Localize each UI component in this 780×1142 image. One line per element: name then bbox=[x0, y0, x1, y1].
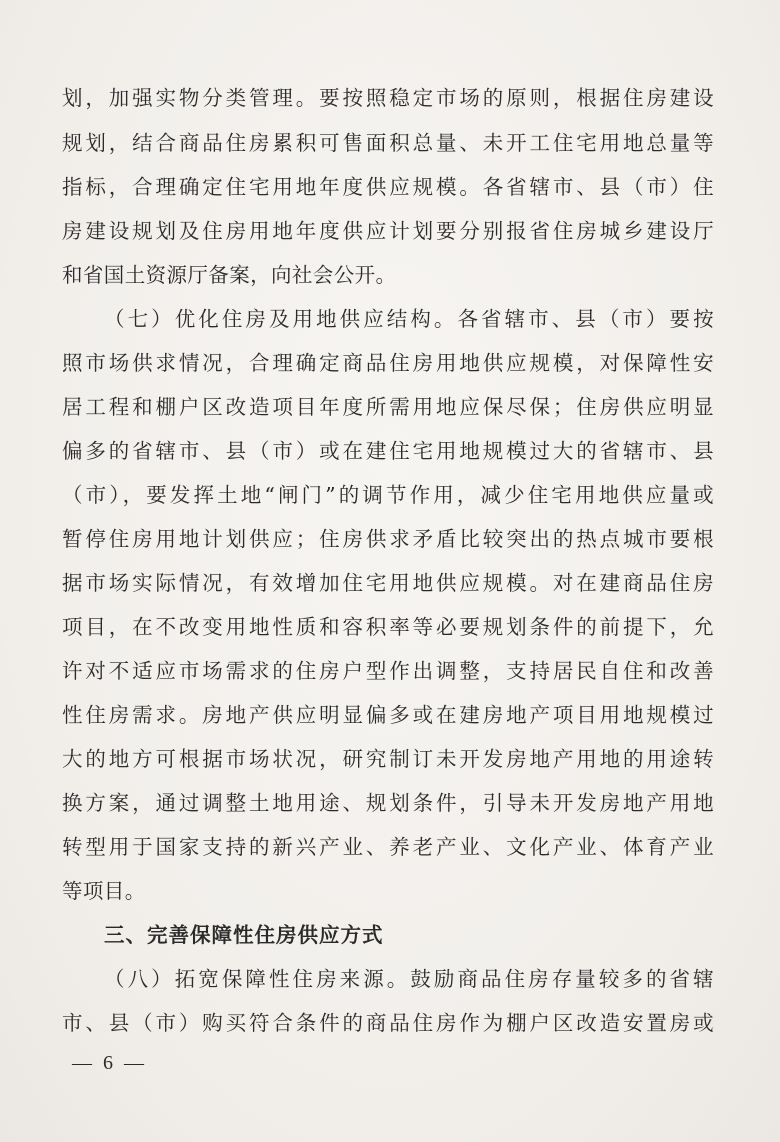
body-text-line: 项目，在不改变用地性质和容积率等必要规划条件的前提下，允 bbox=[62, 615, 714, 639]
body-text-line: 转型用于国家支持的新兴产业、养老产业、文化产业、体育产业 bbox=[62, 835, 714, 859]
body-text-line: 和省国土资源厅备案，向社会公开。 bbox=[62, 263, 397, 287]
body-text-line: 许对不适应市场需求的住房户型作出调整，支持居民自住和改善 bbox=[62, 659, 714, 683]
body-text-line: 等项目。 bbox=[62, 879, 146, 903]
body-text-line: 房建设规划及住房用地年度供应计划要分别报省住房城乡建设厅 bbox=[62, 219, 714, 243]
body-text-line: 性住房需求。房地产供应明显偏多或在建房地产项目用地规模过 bbox=[62, 703, 714, 727]
body-text-line: 照市场供求情况，合理确定商品住房用地供应规模，对保障性安 bbox=[62, 351, 714, 375]
body-text-line: 规划，结合商品住房累积可售面积总量、未开工住宅用地总量等 bbox=[62, 131, 714, 155]
body-text-line: 指标，合理确定住宅用地年度供应规模。各省辖市、县（市）住 bbox=[62, 175, 714, 199]
body-text-line: （市），要发挥土地“闸门”的调节作用，减少住宅用地供应量或 bbox=[62, 483, 714, 507]
body-text-line: 市、县（市）购买符合条件的商品住房作为棚户区改造安置房或 bbox=[62, 1011, 714, 1035]
body-text-line: 大的地方可根据市场状况，研究制订未开发房地产用地的用途转 bbox=[62, 747, 714, 771]
paragraph-eight-heading-line: （八）拓宽保障性住房来源。鼓励商品住房存量较多的省辖 bbox=[104, 967, 714, 991]
page-number: — 6 — bbox=[72, 1052, 147, 1074]
body-text-line: 换方案，通过调整土地用途、规划条件，引导未开发房地产用地 bbox=[62, 791, 714, 815]
body-text-line: 暂停住房用地计划供应；住房供求矛盾比较突出的热点城市要根 bbox=[62, 527, 714, 551]
body-text-line: 偏多的省辖市、县（市）或在建住宅用地规模过大的省辖市、县 bbox=[62, 439, 714, 463]
paragraph-seven-heading-line: （七）优化住房及用地供应结构。各省辖市、县（市）要按 bbox=[104, 307, 714, 331]
section-heading: 三、完善保障性住房供应方式 bbox=[104, 923, 384, 947]
body-text-line: 划，加强实物分类管理。要按照稳定市场的原则，根据住房建设 bbox=[62, 86, 714, 110]
body-text-line: 据市场实际情况，有效增加住宅用地供应规模。对在建商品住房 bbox=[62, 571, 714, 595]
body-text-line: 居工程和棚户区改造项目年度所需用地应保尽保；住房供应明显 bbox=[62, 395, 714, 419]
